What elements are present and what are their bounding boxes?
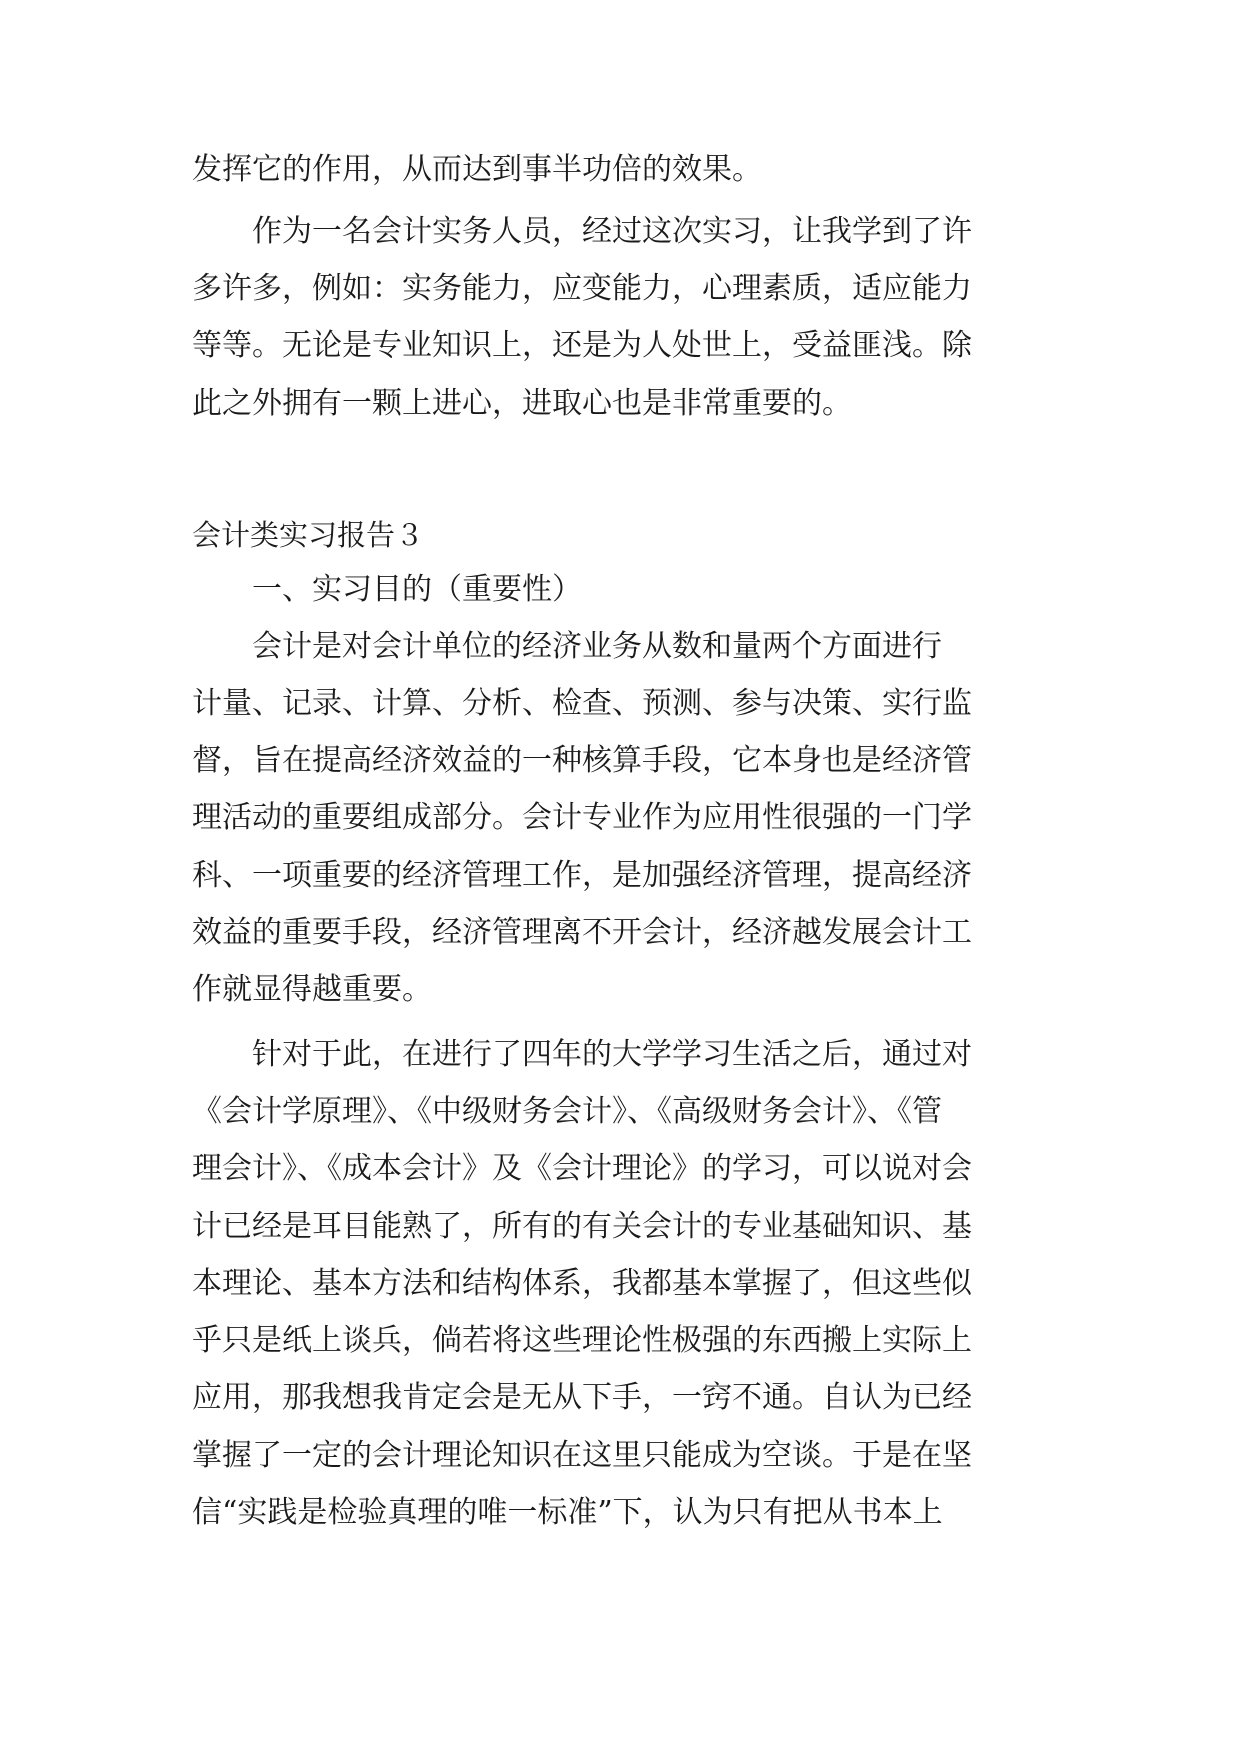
text-line: 计量、记录、计算、分析、检查、预测、参与决策、实行监: [192, 686, 972, 721]
text-line: 此之外拥有一颗上进心，进取心也是非常重要的。: [192, 386, 852, 421]
text-line: 本理论、基本方法和结构体系，我都基本掌握了，但这些似: [192, 1266, 972, 1301]
text-line: 多许多，例如：实务能力，应变能力，心理素质，适应能力: [192, 271, 972, 306]
text-line: 科、一项重要的经济管理工作，是加强经济管理，提高经济: [192, 858, 972, 893]
text-line: 掌握了一定的会计理论知识在这里只能成为空谈。于是在坚: [192, 1438, 972, 1473]
text-line: 乎只是纸上谈兵，倘若将这些理论性极强的东西搬上实际上: [192, 1323, 972, 1358]
text-line: 等等。无论是专业知识上，还是为人处世上，受益匪浅。除: [192, 328, 972, 363]
section-subtitle: 一、实习目的（重要性）: [252, 572, 582, 607]
section-title: 会计类实习报告３: [192, 518, 425, 552]
text-line: 效益的重要手段，经济管理离不开会计，经济越发展会计工: [192, 915, 972, 950]
text-line: 信“实践是检验真理的唯一标准”下，认为只有把从书本上: [192, 1495, 943, 1530]
text-line: 应用，那我想我肯定会是无从下手，一窍不通。自认为已经: [192, 1380, 972, 1415]
text-line: 理会计》、《成本会计》及《会计理论》的学习，可以说对会: [192, 1151, 972, 1186]
text-line: 督，旨在提高经济效益的一种核算手段，它本身也是经济管: [192, 743, 972, 778]
paragraph-first-line: 针对于此，在进行了四年的大学学习生活之后，通过对: [252, 1037, 972, 1072]
text-line: 发挥它的作用，从而达到事半功倍的效果。: [192, 152, 762, 187]
text-line: 计已经是耳目能熟了，所有的有关会计的专业基础知识、基: [192, 1209, 972, 1244]
paragraph-first-line: 作为一名会计实务人员，经过这次实习，让我学到了许: [252, 214, 972, 249]
text-line: 理活动的重要组成部分。会计专业作为应用性很强的一门学: [192, 800, 972, 835]
text-line: 《会计学原理》、《中级财务会计》、《高级财务会计》、《管: [192, 1094, 942, 1129]
paragraph-first-line: 会计是对会计单位的经济业务从数和量两个方面进行: [252, 629, 942, 664]
text-line: 作就显得越重要。: [192, 972, 432, 1007]
